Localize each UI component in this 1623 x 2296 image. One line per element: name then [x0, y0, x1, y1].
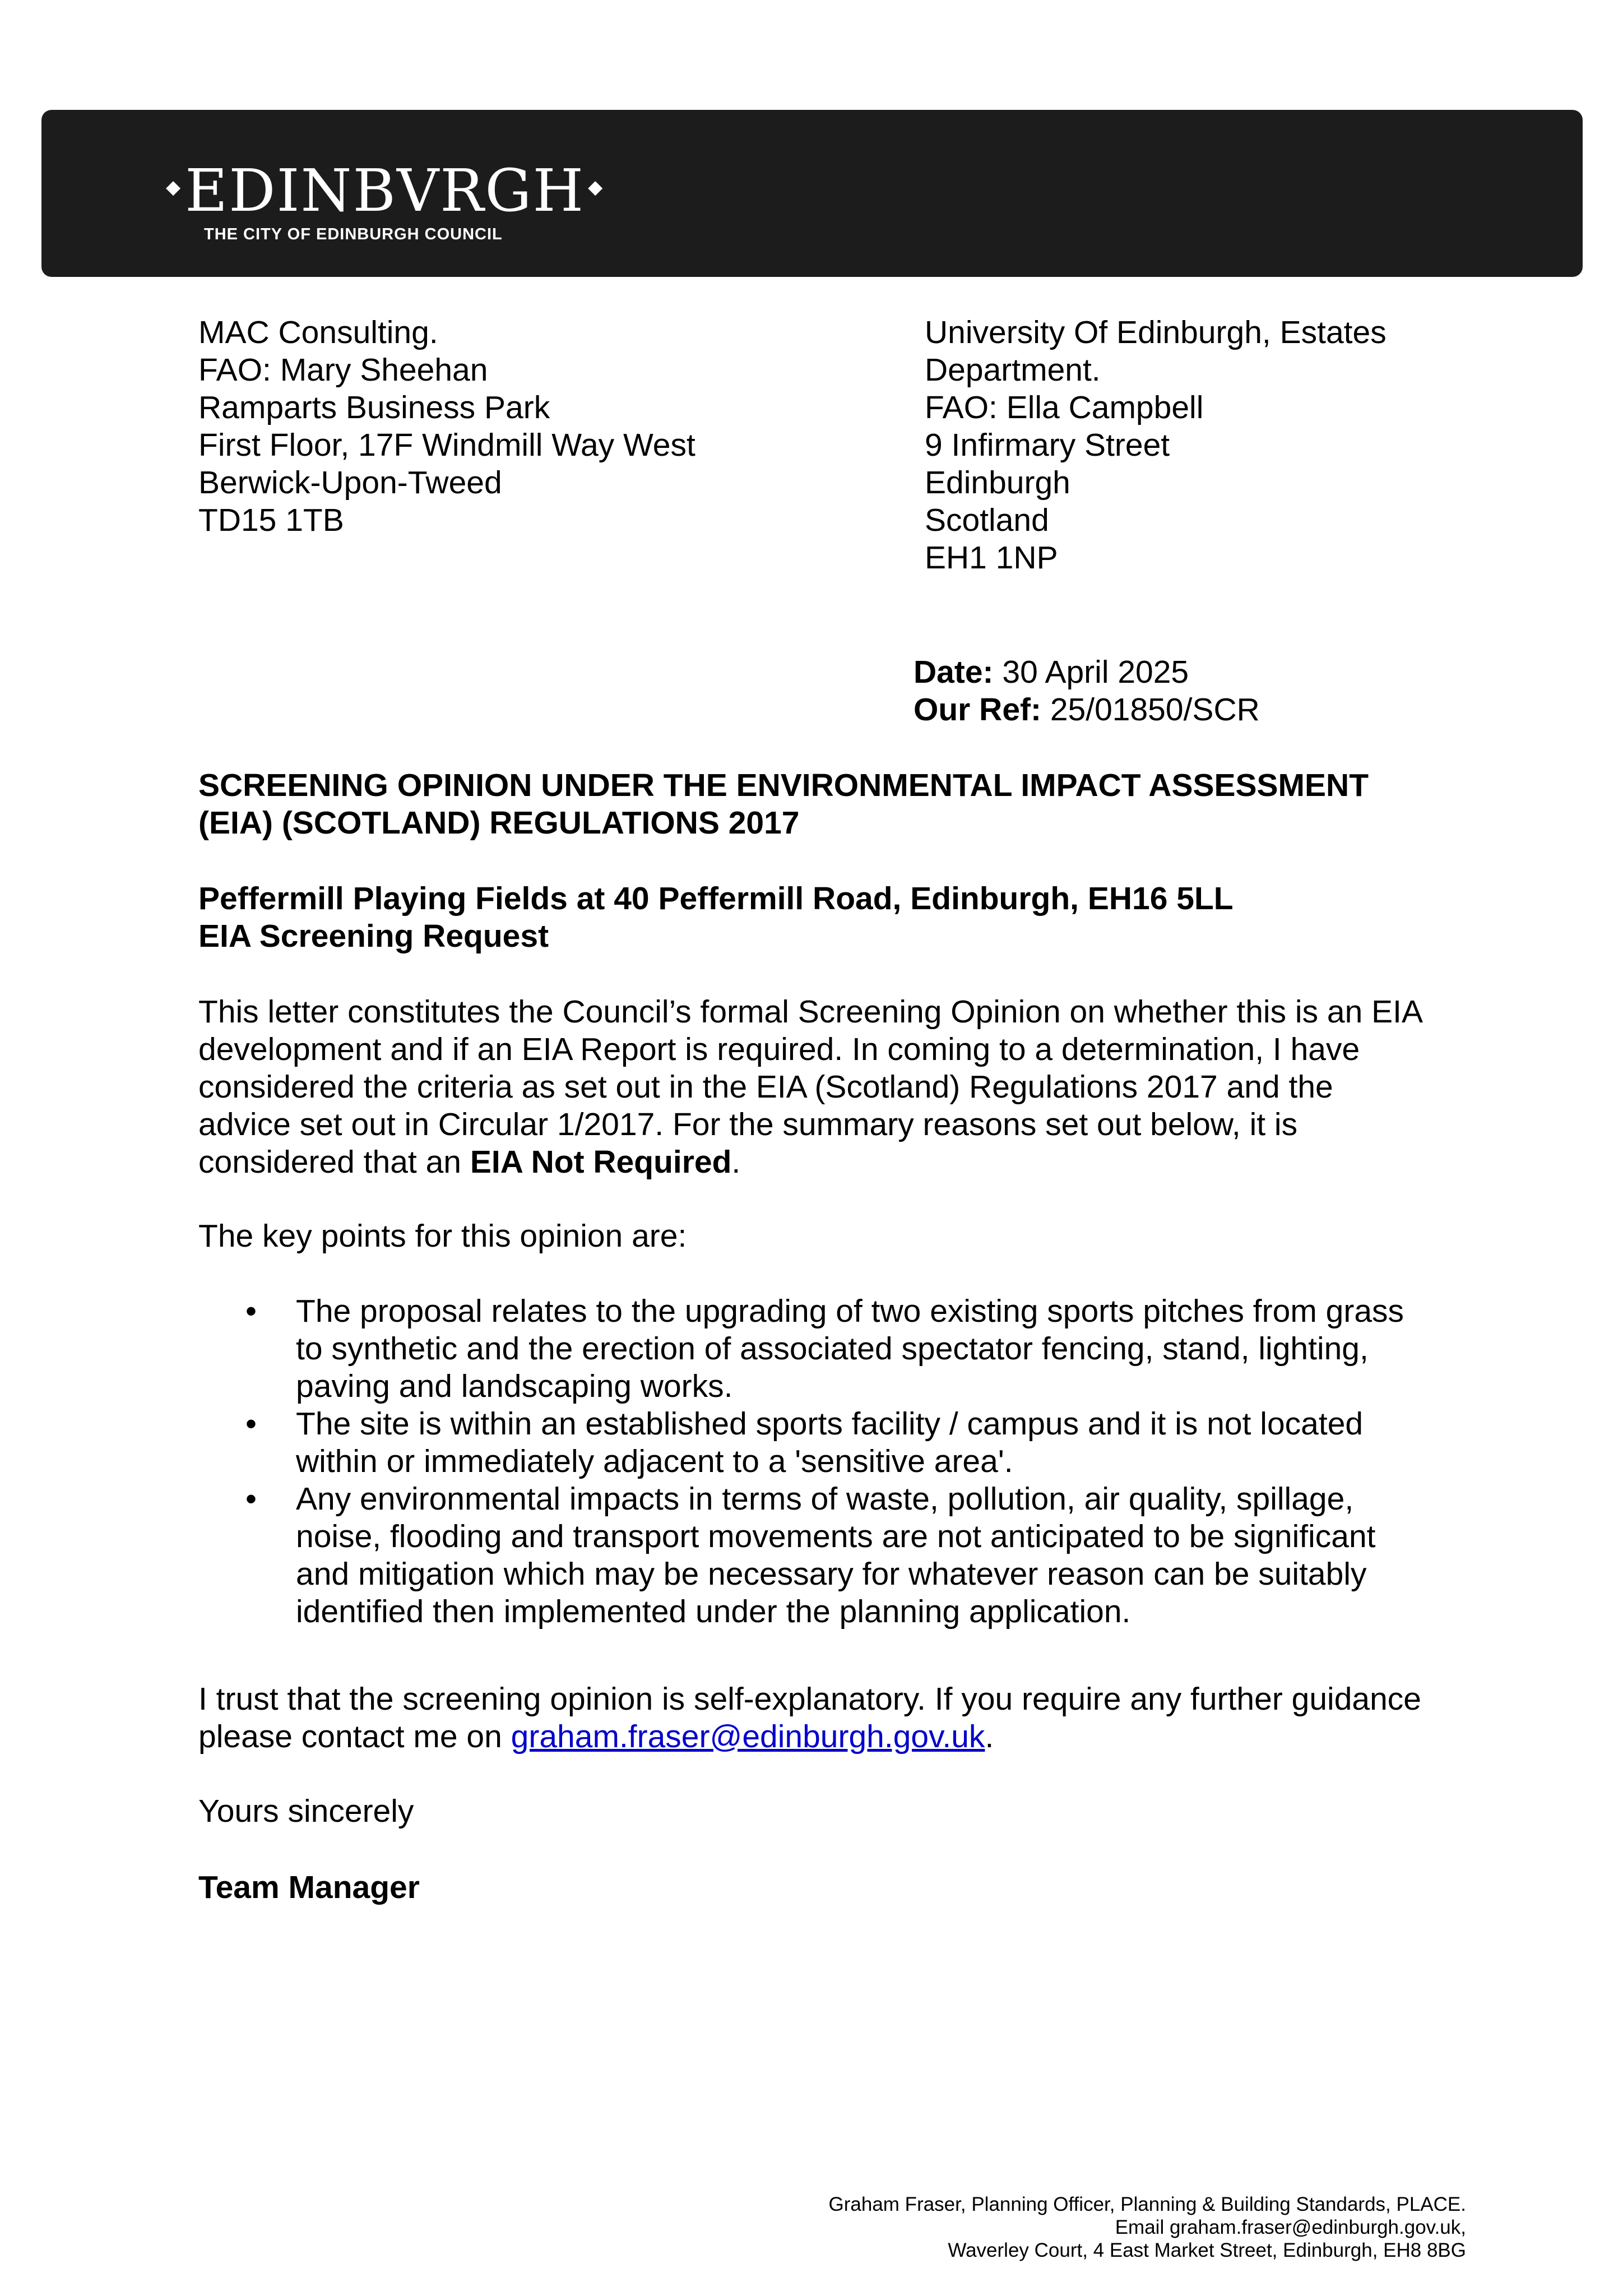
logo-subtitle: THE CITY OF EDINBURGH COUNCIL: [204, 225, 503, 243]
letter-date: [913, 654, 1189, 691]
paragraph-line: I trust that the screening opinion is self-explanatory. If you require any further guidance: [198, 1681, 1422, 1717]
list-item-line: within or immediately adjacent to a 'sensitive area'.: [296, 1443, 1013, 1479]
recipient-address-1: [198, 314, 695, 539]
paragraph-line: This letter constitutes the Council’s formal Screening Opinion on whether this is an EIA: [198, 994, 1423, 1030]
address-line: Scotland: [925, 502, 1049, 538]
paragraph-line: development and if an EIA Report is required. In coming to a determination, I have: [198, 1031, 1360, 1067]
address-line: University Of Edinburgh, Estates: [925, 314, 1386, 350]
address-line: TD15 1TB: [198, 502, 344, 538]
date-label: Date:: [913, 654, 994, 690]
address-line: FAO: Ella Campbell: [925, 390, 1204, 425]
list-item-line: The site is within an established sports facility / campus and it is not located: [296, 1406, 1364, 1442]
contact-end: .: [985, 1719, 994, 1755]
council-logo: [163, 156, 607, 244]
signatory: Team Manager: [198, 1869, 420, 1905]
footer-line: Email graham.fraser@edinburgh.gov.uk,: [1115, 2216, 1466, 2238]
list-item-line: Any environmental impacts in terms of waste, pollution, air quality, spillage,: [296, 1481, 1354, 1517]
address-line: 9 Infirmary Street: [925, 427, 1170, 463]
letter-subject: [198, 880, 1234, 955]
ref-value: 25/01850/SCR: [1050, 692, 1260, 728]
list-item-line: identified then implemented under the planning application.: [296, 1594, 1131, 1630]
heading-line: SCREENING OPINION UNDER THE ENVIRONMENTAL IMPACT ASSESSMENT: [198, 767, 1369, 803]
footer-line: Waverley Court, 4 East Market Street, Edinburgh, EH8 8BG: [948, 2239, 1466, 2261]
paragraph-line: [198, 1144, 1487, 1181]
letter-footer: [829, 2193, 1466, 2262]
address-line: Edinburgh: [925, 465, 1070, 501]
heading-line: (EIA) (SCOTLAND) REGULATIONS 2017: [198, 805, 800, 841]
paragraph-line: [198, 1718, 1487, 1756]
contact-text: please contact me on: [198, 1719, 511, 1755]
address-line: Department.: [925, 352, 1101, 388]
list-item-line: The proposal relates to the upgrading of two existing sports pitches from grass: [296, 1293, 1404, 1329]
list-item: [198, 1405, 1487, 1480]
logo-wordmark: EDINBVRGH: [185, 156, 585, 225]
subject-line: Peffermill Playing Fields at 40 Peffermill Road, Edinburgh, EH16 5LL: [198, 881, 1234, 916]
key-points-intro: The key points for this opinion are:: [198, 1218, 687, 1254]
subject-line: EIA Screening Request: [198, 918, 549, 954]
list-item: [198, 1480, 1487, 1631]
conclusion-text: considered that an: [198, 1144, 470, 1180]
intro-paragraph: [198, 993, 1487, 1181]
ref-label: Our Ref:: [913, 692, 1041, 728]
contact-email-link[interactable]: graham.fraser@edinburgh.gov.uk: [511, 1719, 985, 1755]
bullet-icon: •: [245, 1481, 257, 1517]
signoff: Yours sincerely: [198, 1793, 414, 1829]
address-line: EH1 1NP: [925, 540, 1058, 576]
list-item: [198, 1293, 1487, 1405]
logo-diamond-left-icon: ◆: [166, 176, 182, 198]
key-points-list: [198, 1293, 1487, 1631]
address-line: First Floor, 17F Windmill Way West: [198, 427, 695, 463]
bullet-icon: •: [245, 1406, 257, 1442]
address-line: Ramparts Business Park: [198, 390, 550, 425]
closing-paragraph: [198, 1681, 1487, 1756]
list-item-line: and mitigation which may be necessary for whatever reason can be suitably: [296, 1556, 1367, 1592]
list-item-line: noise, flooding and transport movements are not anticipated to be significant: [296, 1519, 1376, 1554]
letter-reference: [913, 691, 1260, 729]
letter-heading: [198, 767, 1369, 842]
paragraph-line: advice set out in Circular 1/2017. For the summary reasons set out below, it is: [198, 1107, 1298, 1142]
bullet-icon: •: [245, 1293, 257, 1329]
conclusion-end: .: [731, 1144, 741, 1180]
conclusion-emphasis: EIA Not Required: [470, 1144, 732, 1180]
recipient-address-2: [925, 314, 1386, 577]
list-item-line: paving and landscaping works.: [296, 1368, 733, 1404]
paragraph-line: considered the criteria as set out in the EIA (Scotland) Regulations 2017 and the: [198, 1069, 1333, 1105]
address-line: Berwick-Upon-Tweed: [198, 465, 502, 501]
address-line: FAO: Mary Sheehan: [198, 352, 488, 388]
address-line: MAC Consulting.: [198, 314, 438, 350]
list-item-line: to synthetic and the erection of associated spectator fencing, stand, lighting,: [296, 1331, 1369, 1367]
date-value: 30 April 2025: [1002, 654, 1189, 690]
footer-line: Graham Fraser, Planning Officer, Planning & Building Standards, PLACE.: [828, 2193, 1466, 2215]
logo-diamond-right-icon: ◆: [588, 176, 604, 198]
